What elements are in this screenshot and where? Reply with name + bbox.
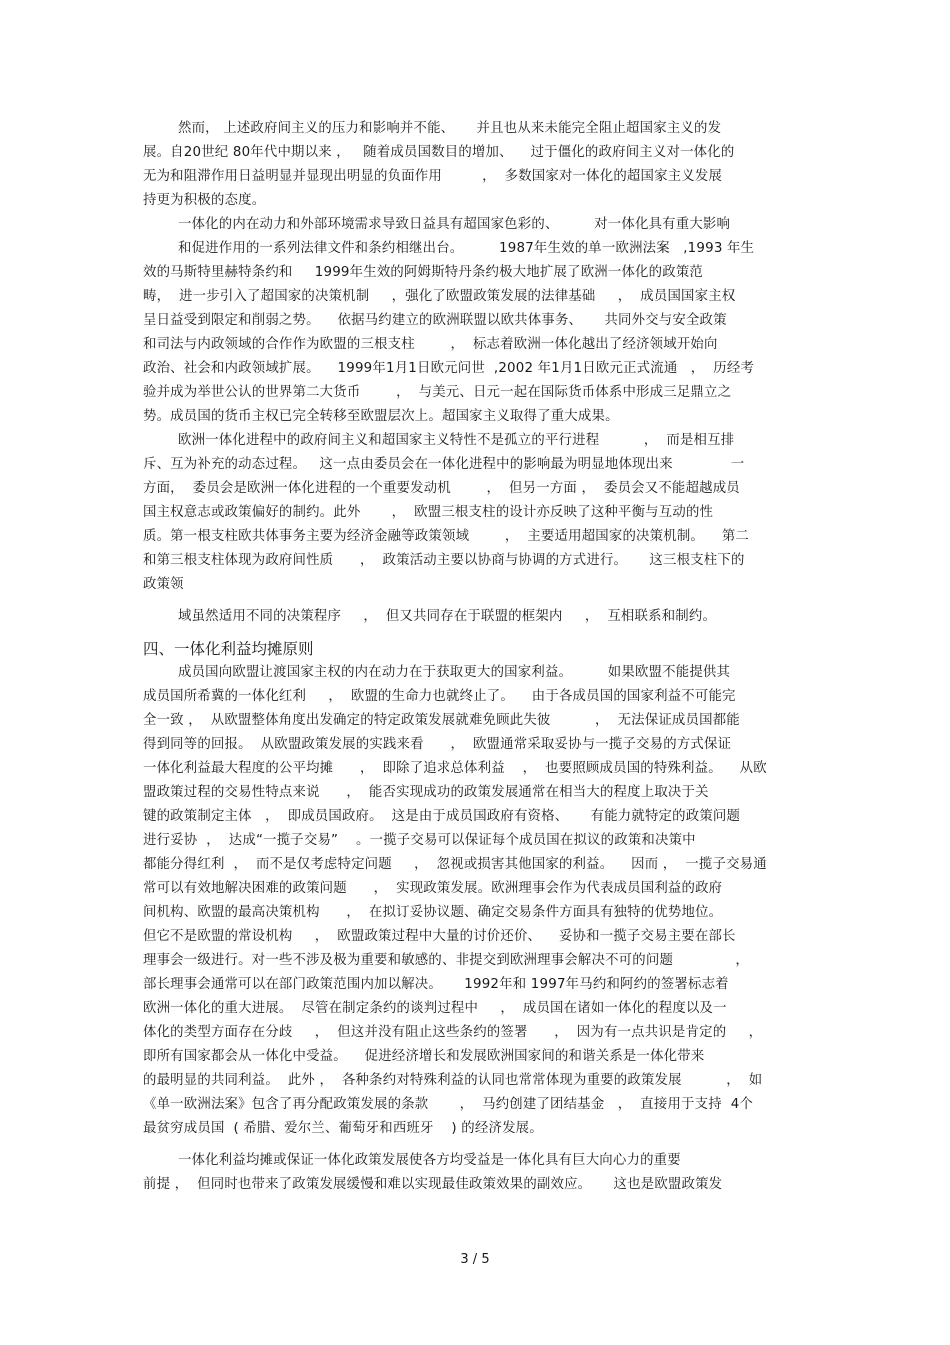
text-line: 的最明显的共同利益。 此外 ， 各种条约对特殊利益的认同也常常体现为重要的政策发展 ， 如 [143, 1073, 763, 1088]
text-line: 展。自20世纪 80年代中期以来 ， 随着成员国数目的增加、 过于僵化的政府间主义对一体化的 [143, 145, 735, 160]
text-line: 验并成为举世公认的世界第二大货币 ， 与美元、日元一起在国际货币体系中形成三足鼎立之 [143, 385, 732, 400]
text-line: 键的政策制定主体 ， 即成员国政府。 这是由于成员国政府有资格、 有能力就特定的政策问题 [143, 809, 741, 824]
text-line: 效的马斯特里赫特条约和 1999年生效的阿姆斯特丹条约极大地扩展了欧洲一体化的政策范 [143, 265, 704, 280]
text-line: 呈日益受到限定和削弱之势。 依据马约建立的欧洲联盟以欧共体事务、 共同外交与安全政策 [143, 313, 727, 328]
text-line: 得到同等的回报。 从欧盟政策发展的实践来看 ， 欧盟通常采取妥协与一揽子交易的方式保证 [143, 737, 732, 752]
text-line: 斥、互为补充的动态过程。 这一点由委员会在一体化进程中的影响最为明显地体现出来 一 [143, 457, 745, 472]
text-line: 无为和阻滞作用日益明显并显现出明显的负面作用 ， 多数国家对一体化的超国家主义发展 [143, 169, 723, 184]
text-line: 政治、社会和内政领域扩展。 1999年1月1日欧元问世 ,2002 年1月1日欧元正式流通 ， 历经考 [143, 361, 755, 376]
text-line: 部长理事会通常可以在部门政策范围内加以解决。 1992年和 1997年马约和阿约的签署标志着 [143, 977, 729, 992]
text-line: 进行妥协 ， 达成“一揽子交易” 。一揽子交易可以保证每个成员国在拟议的政策和决策中 [143, 833, 696, 848]
text-line: 和第三根支柱体现为政府间性质 ， 政策活动主要以协商与协调的方式进行。 这三根支柱下的 [143, 553, 745, 568]
text-line: 畴， 进一步引入了超国家的决策机制 ，强化了欧盟政策发展的法律基础 ， 成员国国家主权 [143, 289, 736, 304]
text-line: 势。成员国的货币主权已完全转移至欧盟层次上。超国家主义取得了重大成果。 [143, 409, 619, 424]
text-line: 《单一欧洲法案》包含了再分配政策发展的条款 ， 马约创建了团结基金 ， 直接用于支持 4个 [143, 1097, 754, 1112]
text-line: 前提 ， 但同时也带来了政策发展缓慢和难以实现最佳政策效果的副效应。 这也是欧盟政策发 [143, 1177, 723, 1192]
text-line: 一体化利益均摊或保证一体化政策发展使各方均受益是一体化具有巨大向心力的重要 [178, 1153, 681, 1168]
text-line: 理事会一级进行。对一些不涉及极为重要和敏感的、非提交到欧洲理事会解决不可的问题 ， [143, 953, 750, 968]
section-heading: 四、一体化利益均摊原则 [143, 640, 314, 658]
text-line: 域虽然适用不同的决策程序 ， 但又共同存在于联盟的框架内 ， 互相联系和制约。 [178, 609, 717, 624]
text-line: 体化的类型方面存在分歧 ， 但这并没有阻止这些条约的签署 ， 因为有一点共识是肯定的 ， [143, 1025, 763, 1040]
text-line: 一体化的内在动力和外部环境需求导致日益具有超国家色彩的、 对一体化具有重大影响 [178, 217, 731, 232]
text-line: 然而， 上述政府间主义的压力和影响并不能、 并且也从来未能完全阻止超国家主义的发 [178, 121, 722, 136]
page-number: 3 / 5 [460, 1252, 490, 1267]
text-line: 盟政策过程的交易性特点来说 ， 能否实现成功的政策发展通常在相当大的程度上取决于关 [143, 785, 709, 800]
text-line: 成员国所希冀的一体化红利 ， 欧盟的生命力也就终止了。 由于各成员国的国家利益不可能完 [143, 689, 736, 704]
text-line: 方面， 委员会是欧洲一体化进程的一个重要发动机 ， 但另一方面 ， 委员会又不能超越成员 [143, 481, 740, 496]
text-line: 和司法与内政领域的合作作为欧盟的三根支柱 ， 标志着欧洲一体化越出了经济领域开始向 [143, 337, 718, 352]
text-line: 欧洲一体化进程中的政府间主义和超国家主义特性不是孤立的平行进程 ， 而是相互排 [178, 433, 735, 448]
text-line: 政策领 [143, 577, 184, 592]
text-line: 常可以有效地解决困难的政策问题 ， 实现政策发展。欧洲理事会作为代表成员国利益的政府 [143, 881, 723, 896]
text-line: 一体化利益最大程度的公平均摊 ， 即除了追求总体利益 ， 也要照顾成员国的特殊利益。 从欧 [143, 761, 767, 776]
text-line: 欧洲一体化的重大进展。 尽管在制定条约的谈判过程中 ， 成员国在诸如一体化的程度以及一 [143, 1001, 727, 1016]
text-line: 质。第一根支柱欧共体事务主要为经济金融等政策领域 ， 主要适用超国家的决策机制。 第二 [143, 529, 750, 544]
text-line: 全一致 ， 从欧盟整体角度出发确定的特定政策发展就难免顾此失彼 ， 无法保证成员国都能 [143, 713, 740, 728]
text-line: 成员国向欧盟让渡国家主权的内在动力在于获取更大的国家利益。 如果欧盟不能提供其 [178, 665, 731, 680]
text-line: 都能分得红利 ， 而不是仅考虑特定问题 ， 忽视或损害其他国家的利益。 因而 ， 一揽子交易通 [143, 857, 767, 872]
text-line: 但它不是欧盟的常设机构 ， 欧盟政策过程中大量的讨价还价、 妥协和一揽子交易主要在部长 [143, 929, 736, 944]
text-line: 持更为积极的态度。 [143, 193, 266, 208]
text-line: 国主权意志或政策偏好的制约。此外 ， 欧盟三根支柱的设计亦反映了这种平衡与互动的性 [143, 505, 714, 520]
text-line: 最贫穷成员国 ( 希腊、爱尔兰、葡萄牙和西班牙 ) 的经济发展。 [143, 1121, 543, 1136]
text-line: 间机构、欧盟的最高决策机构 ， 在拟订妥协议题、确定交易条件方面具有独特的优势地位。 [143, 905, 723, 920]
text-line: 即所有国家都会从一体化中受益。 促进经济增长和发展欧洲国家间的和谐关系是一体化带来 [143, 1049, 705, 1064]
text-line: 和促进作用的一系列法律文件和条约相继出台。 1987年生效的单一欧洲法案 ,1993 年生 [178, 241, 755, 256]
